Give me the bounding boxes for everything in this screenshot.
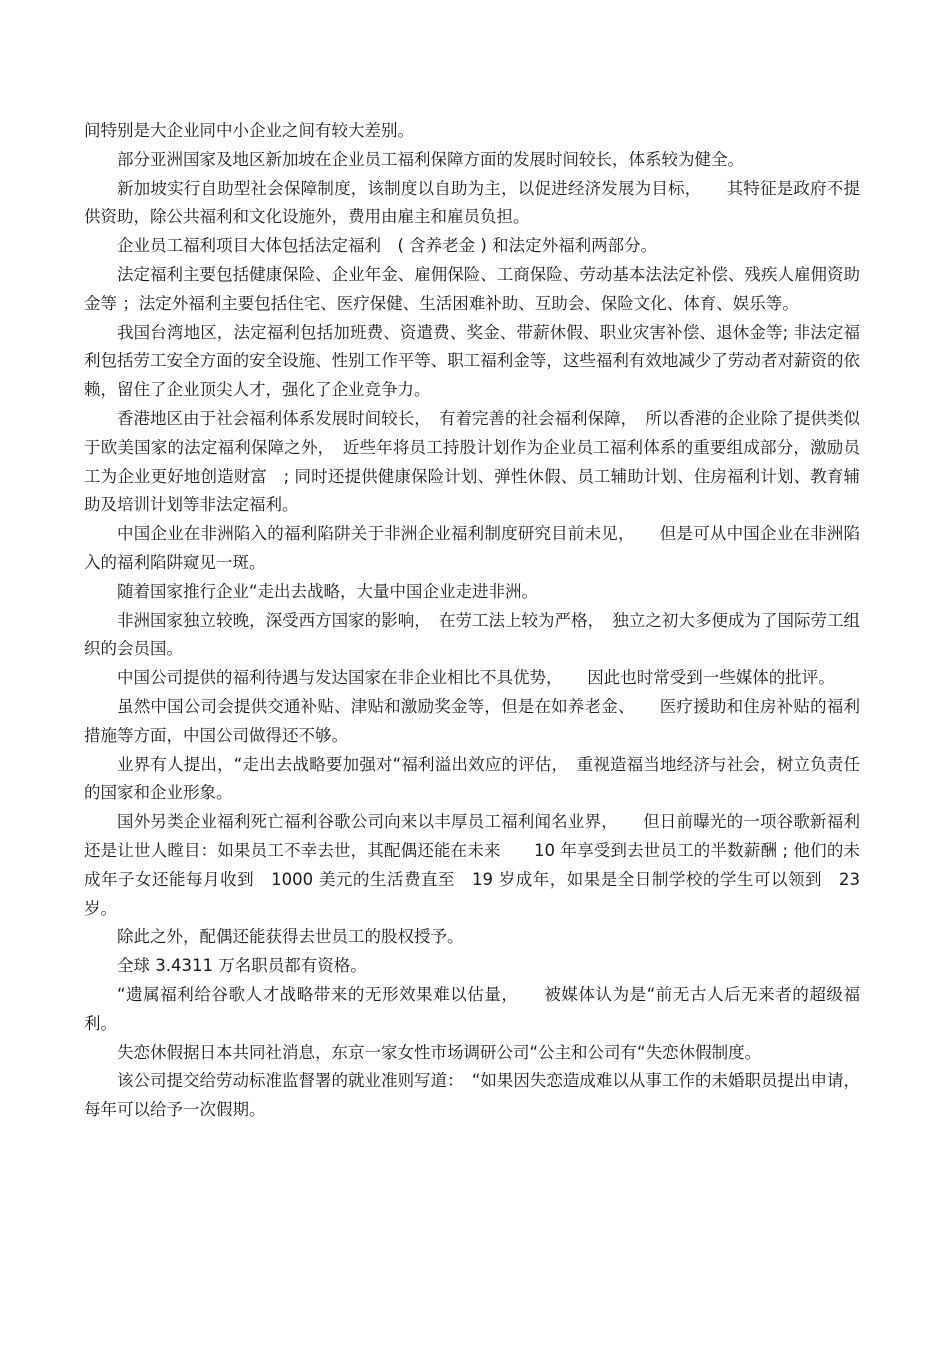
- paragraph-6: 我国台湾地区，法定福利包括加班费、资遣费、奖金、带薪休假、职业灾害补偿、退休金等; 非法定福利包括劳工安全方面的安全设施、性别工作平等、职工福利金等，这些福利有效地减少了劳动者对薪资的依赖，留住了企业顶尖人才，强化了企业竞争力。: [84, 322, 860, 400]
- paragraph-13: 业界有人提出，“走出去战略要加强对“福利溢出效应的评估， 重视造福当地经济与社会，树立负责任的国家和企业形象。: [84, 754, 860, 803]
- paragraph-15: 除此之外，配偶还能获得去世员工的股权授予。: [117, 927, 464, 947]
- paragraph-3: 新加坡实行自助型社会保障制度，该制度以自助为主，以促进经济发展为目标， 其特征是政府不提供资助，除公共福利和文化设施外，费用由雇主和雇员负担。: [84, 178, 860, 227]
- paragraph-14: 国外另类企业福利死亡福利谷歌公司向来以丰厚员工福利闻名业界， 但日前曝光的一项谷歌新福利还是让世人瞠目：如果员工不幸去世，其配偶还能在未来 10 年享受到去世员工的半数薪酬 ; 他们的未成年子女还能每月收到 1000 美元的生活费直至 19 岁成年，如果是全日制学校的学生可以领到 23 岁。: [84, 812, 860, 918]
- paragraph-4: 企业员工福利项目大体包括法定福利 ( 含养老金 ) 和法定外福利两部分。: [117, 236, 658, 256]
- paragraph-9: 随着国家推行企业“走出去战略，大量中国企业走进非洲。: [117, 581, 539, 601]
- paragraph-11: 中国公司提供的福利待遇与发达国家在非企业相比不具优势， 因此也时常受到一些媒体的批评。: [117, 668, 835, 688]
- paragraph-16: 全球 3.4311 万名职员都有资格。: [117, 956, 367, 976]
- paragraph-1: 间特别是大企业同中小企业之间有较大差别。: [84, 121, 414, 140]
- paragraph-5: 法定福利主要包括健康保险、企业年金、雇佣保险、工商保险、劳动基本法法定补偿、残疾人雇佣资助金等 ；法定外福利主要包括住宅、医疗保健、生活困难补助、互助会、保险文化、体育、娱乐等。: [84, 264, 860, 313]
- document-body: [84, 117, 860, 1125]
- paragraph-8: 中国企业在非洲陷入的福利陷阱关于非洲企业福利制度研究目前未见， 但是可从中国企业在非洲陷入的福利陷阱窥见一斑。: [84, 524, 860, 572]
- paragraph-10: 非洲国家独立较晚，深受西方国家的影响， 在劳工法上较为严格， 独立之初大多便成为了国际劳工组织的会员国。: [84, 610, 860, 659]
- paragraph-2: 部分亚洲国家及地区新加坡在企业员工福利保障方面的发展时间较长，体系较为健全。: [117, 149, 744, 169]
- paragraph-17: “遗属福利给谷歌人才战略带来的无形效果难以估量， 被媒体认为是“前无古人后无来者的超级福利。: [84, 984, 860, 1033]
- paragraph-18: 失恋休假据日本共同社消息，东京一家女性市场调研公司“公主和公司有“失恋休假制度。: [117, 1042, 762, 1062]
- paragraph-12: 虽然中国公司会提供交通补贴、津贴和激励奖金等，但是在如养老金、 医疗援助和住房补贴的福利措施等方面，中国公司做得还不够。: [84, 696, 860, 745]
- paragraph-7: 香港地区由于社会福利体系发展时间较长， 有着完善的社会福利保障， 所以香港的企业除了提供类似于欧美国家的法定福利保障之外， 近些年将员工持股计划作为企业员工福利体系的重要组成部分，激励员工为企业更好地创造财富 ; 同时还提供健康保险计划、弹性休假、员工辅助计划、住房福利计划、教育辅助及培训计划等非法定福利。: [84, 408, 860, 515]
- paragraph-19: 该公司提交给劳动标准监督署的就业准则写道： “如果因失恋造成难以从事工作的未婚职员提出申请，每年可以给予一次假期。: [84, 1071, 860, 1120]
